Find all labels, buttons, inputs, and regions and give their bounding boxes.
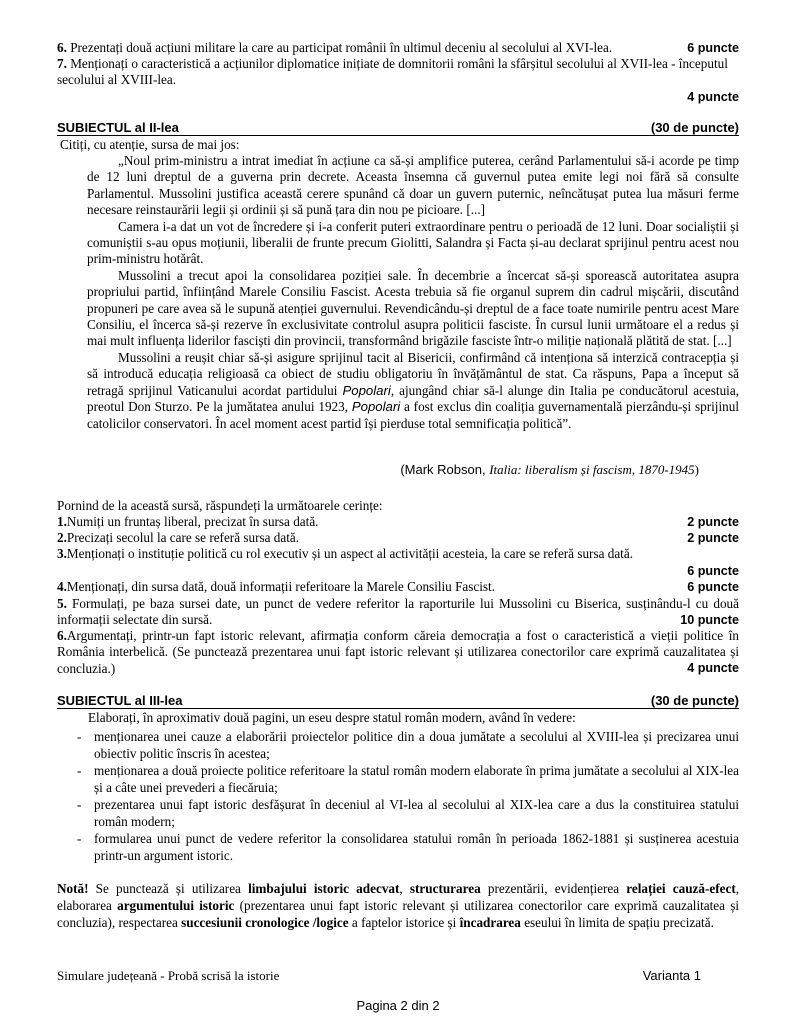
footer-variant: Varianta 1 xyxy=(642,968,701,983)
question-number: 6. xyxy=(57,40,67,55)
list-item: - formularea unui punct de vedere referitor la consolidarea statului român în perioada 1862-1881 și susținerea acestuia printr-un argument istoric. xyxy=(77,831,739,863)
page-footer xyxy=(57,968,739,984)
quote-paragraph: Camera i-a dat un vot de încredere și i-a conferit puteri extraordinare pentru o perioadă de 12 luni. Doar socialiștii și comuniștii s-au opus moțiunii, liberalii de frunte precum Giolitti, Salandra și Facta și-au declarat sprijinul pentru acest nou prim-ministru hotărât. xyxy=(87,218,739,267)
question-3-points: 6 puncte xyxy=(687,564,739,578)
question-1: 1.Numiți un fruntaș liberal, precizat în sursa dată. 2 puncte xyxy=(57,514,739,529)
quote-paragraph: „Noul prim-ministru a intrat imediat în acțiune ca să-și amplifice puterea, cerând Parlamentului să-i acorde pe timp de 12 luni dreptul de a guverna prin decrete. Aceasta însemna că guvernul putea emite legi noi fără să consulte Parlamentul. Mussolini justifica această cerere spunând că doar un guvern puternic, neîncătușat putea lua măsuri ferme necesare reinstaurării legii și ordinii și să pună țara din nou pe picioare. [...] xyxy=(87,153,739,218)
source-citation: (Mark Robson, Italia: liberalism și fascism, 1870-1945) xyxy=(400,462,699,477)
question-5-points: 10 puncte xyxy=(680,613,739,627)
quote-paragraph: Mussolini a trecut apoi la consolidarea poziției sale. În decembrie a încercat să-și sporească autoritatea asupra propriului partid, înființând Marele Consiliu Fascist. Acesta trebuia să fie organul suprem din cadrul mișcării, discutând propuneri pe care avea să le supună atenției guvernului. Revendicându-și dreptul de a face toate numirile pentru acest Mare Consiliu, el încerca să-și rezerve în exclusivitate controlul asupra politicii fasciste. În cursul lunii următoare el a redus și mai mult influența liderilor fasciști din provincii, transformând brigăzile fasciste într-o miliție națională plătită de stat. [...] xyxy=(87,267,739,349)
essay-intro: Elaborați, în aproximativ două pagini, un eseu despre statul român modern, având în vedere: xyxy=(88,710,576,725)
subject-3-header xyxy=(57,693,739,709)
question-text: Prezentați două acțiuni militare la care au participat românii în ultimul deceniu al secolului al XVI-lea. xyxy=(70,40,613,55)
question-7 xyxy=(57,56,739,105)
list-item: - menționarea unei cauze a elaborării proiectelor politice din a doua jumătate a secolului al XVIII-lea și precizarea unui obiectiv politic înscris în acestea; xyxy=(77,729,739,761)
subject-3-title: SUBIECTUL al III-lea xyxy=(57,693,183,708)
subject-2-header xyxy=(57,120,739,136)
question-text: Menționați o caracteristică a acțiunilor diplomatice inițiate de domnitorii români la sfârșitul secolului al XVII-lea - începutul secolului al XVIII-lea. xyxy=(57,56,728,88)
quote-paragraph: Mussolini a reușit chiar să-și asigure sprijinul tacit al Bisericii, confirmând că intenționa să interzică contracepția și să introducă educația religioasă ca obiect de studiu obligatoriu în învățământul de stat. Ca răspuns, Papa a început să retragă sprijinul Vaticanului acordat partidului Popolari, ajungând chiar să-l alunge din Italia pe conducătorul acestuia, preotul Don Sturzo. Pe la jumătatea anului 1923, Popolari a fost exclus din coaliția guvernamentală pierzându-și sprijinul catolicilor conservatori. În acel moment acest partid își pierduse total semnificația politică”. xyxy=(87,349,739,431)
question-points: 4 puncte xyxy=(687,89,739,104)
list-item: - prezentarea unui fapt istoric desfășurat în deceniul al VI-lea al secolului al XIX-lea care a dus la constituirea statului român modern; xyxy=(77,797,739,829)
footer-exam-name: Simulare județeană - Probă scrisă la istorie xyxy=(57,968,280,983)
subject-3-points: (30 de puncte) xyxy=(650,693,739,708)
question-6 xyxy=(57,40,739,56)
grading-note: Notă! Se punctează și utilizarea limbajului istoric adecvat, structurarea prezentării, evidențierea relației cauză-efect, elaborarea argumentului istoric (prezentarea unui fapt istoric relevant și utilizarea conectorilor care exprimă cauzalitatea și concluzia), respectarea succesiunii cronologice /logice a faptelor istorice și încadrarea eseului în limita de spațiu precizată. xyxy=(57,881,740,930)
page-number: Pagina 2 din 2 xyxy=(356,998,440,1013)
source-intro: Citiți, cu atenție, sursa de mai jos: xyxy=(60,137,240,152)
tasks-intro: Pornind de la această sursă, răspundeți la următoarele cerințe: xyxy=(57,498,383,513)
question-6b: 6.Argumentați, printr-un fapt istoric relevant, afirmația conform căreia democrația a fost o caracteristică a vieții politice în România interbelică. (Se punctează prezentarea unui fapt istoric relevant și utilizarea conectorilor care exprimă cauzalitatea și concluzia.) xyxy=(57,628,739,676)
subject-2-title: SUBIECTUL al II-lea xyxy=(57,120,179,135)
source-quote xyxy=(87,153,739,432)
subject-2-points: (30 de puncte) xyxy=(650,120,739,135)
question-5: 5. Formulați, pe baza sursei date, un punct de vedere referitor la raporturile lui Mussolini cu Biserica, susținându-l cu două informații selectate din sursă. xyxy=(57,596,739,628)
question-3: 3.Menționați o instituție politică cu rol executiv și un aspect al activității acesteia, la care se referă sursa dată. xyxy=(57,546,633,561)
question-6b-points: 4 puncte xyxy=(687,661,739,675)
list-item: - menționarea a două proiecte politice referitoare la statul român modern elaborate în prima jumătate a secolului al XIX-lea și a câte unei prevederi a fiecăruia; xyxy=(77,763,739,795)
question-number: 7. xyxy=(57,56,67,71)
question-2: 2.Precizați secolul la care se referă sursa dată. 2 puncte xyxy=(57,530,739,545)
question-points: 6 puncte xyxy=(687,41,739,55)
question-4: 4.Menționați, din sursa dată, două informații referitoare la Marele Consiliu Fascist. 6 puncte xyxy=(57,579,739,594)
essay-requirements xyxy=(57,728,739,864)
